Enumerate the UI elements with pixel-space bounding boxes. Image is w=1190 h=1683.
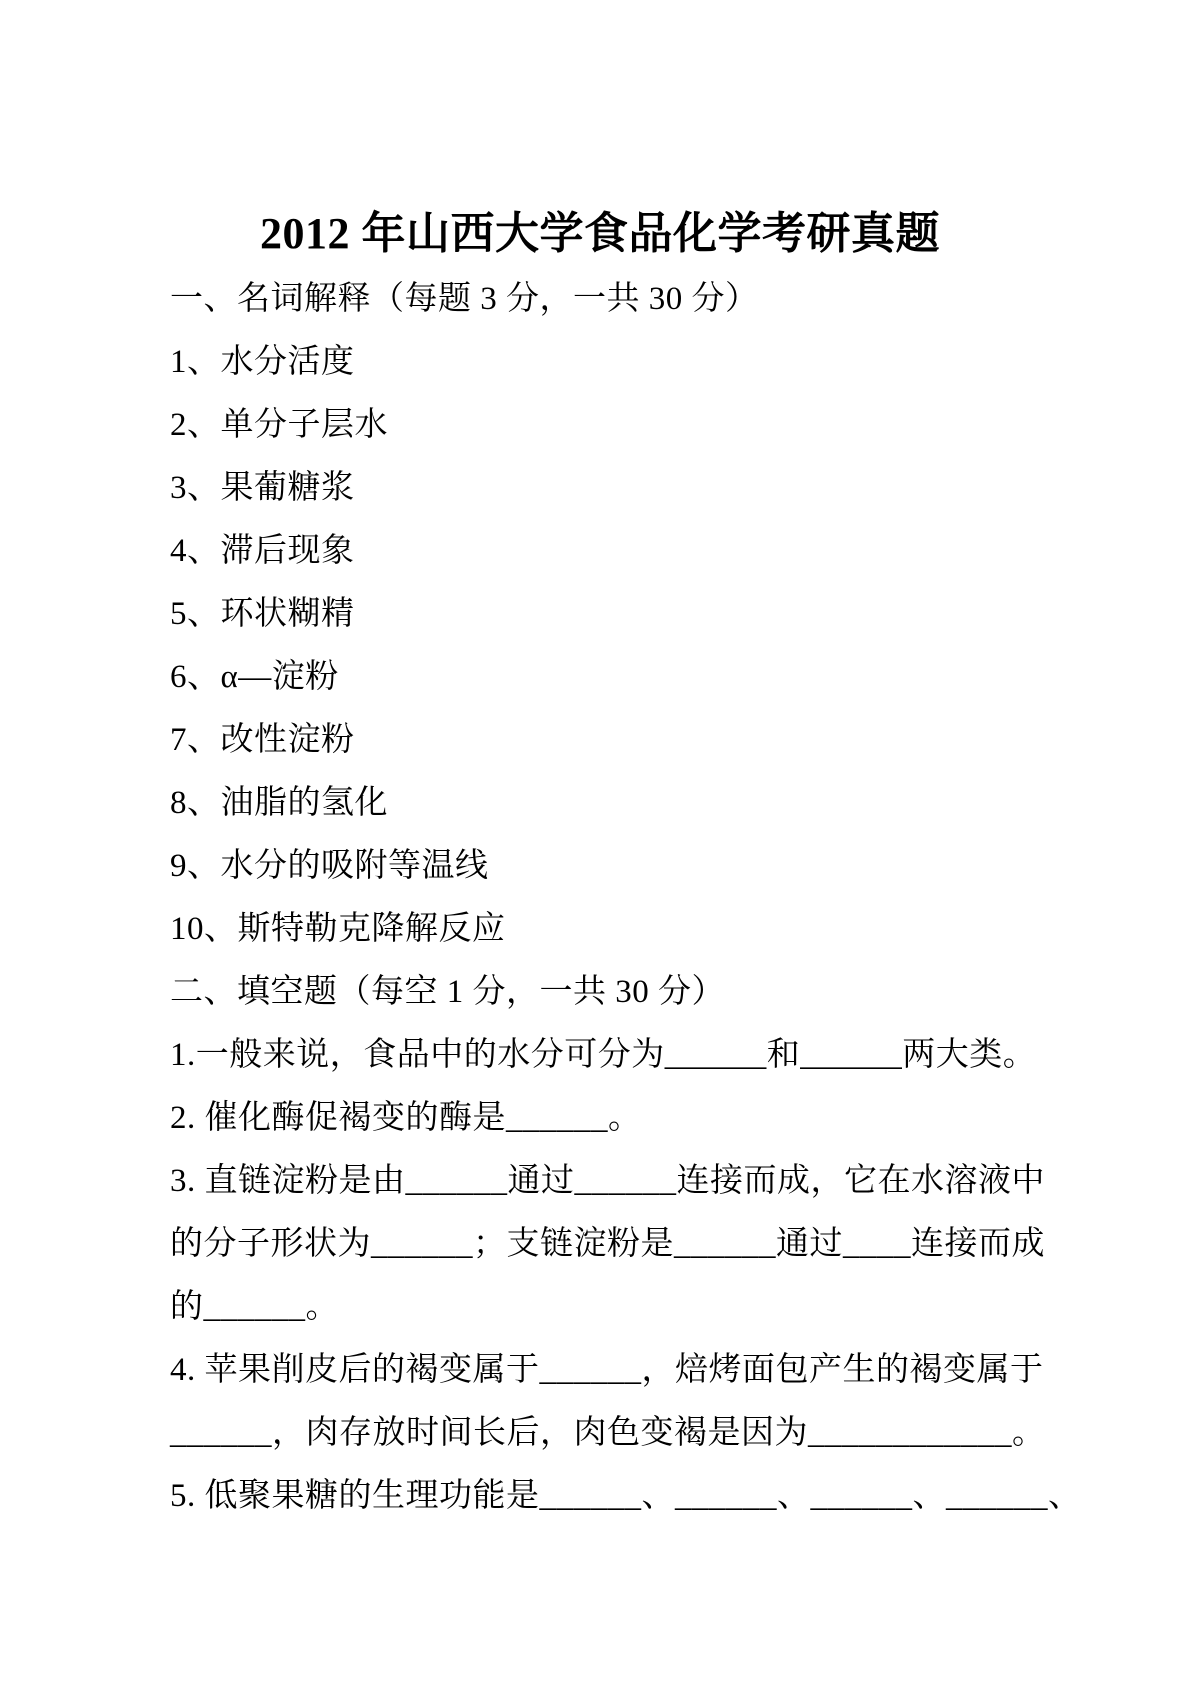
document-title: 2012 年山西大学食品化学考研真题 bbox=[260, 209, 940, 258]
term-item-7: 7、改性淀粉 bbox=[170, 722, 355, 758]
term-item-9: 9、水分的吸附等温线 bbox=[170, 848, 489, 884]
term-item-10: 10、斯特勒克降解反应 bbox=[170, 911, 506, 947]
term-item-6: 6、α—淀粉 bbox=[170, 659, 339, 695]
term-item-8: 8、油脂的氢化 bbox=[170, 785, 388, 821]
section-2-heading: 二、填空题（每空 1 分，一共 30 分） bbox=[170, 974, 725, 1010]
term-item-2: 2、单分子层水 bbox=[170, 407, 388, 443]
fill-blank-q3-line-1: 3. 直链淀粉是由______通过______连接而成，它在水溶液中 bbox=[170, 1163, 1045, 1199]
term-item-1: 1、水分活度 bbox=[170, 344, 355, 380]
section-1-heading: 一、名词解释（每题 3 分，一共 30 分） bbox=[170, 281, 759, 317]
fill-blank-q4-line-2: ______，肉存放时间长后，肉色变褐是因为____________。 bbox=[170, 1415, 1046, 1451]
term-item-5: 5、环状糊精 bbox=[170, 596, 355, 632]
term-item-3: 3、果葡糖浆 bbox=[170, 470, 355, 506]
fill-blank-q4-line-1: 4. 苹果削皮后的褐变属于______，焙烤面包产生的褐变属于 bbox=[170, 1352, 1044, 1388]
term-item-4: 4、滞后现象 bbox=[170, 533, 355, 569]
fill-blank-q3-line-3: 的______。 bbox=[170, 1289, 339, 1325]
fill-blank-q2-line-1: 2. 催化酶促褐变的酶是______。 bbox=[170, 1100, 642, 1136]
document-body bbox=[170, 268, 1082, 1528]
fill-blank-q3-line-2: 的分子形状为______；支链淀粉是______通过____连接而成 bbox=[170, 1226, 1045, 1262]
fill-blank-q1-line-1: 1.一般来说，食品中的水分可分为______和______两大类。 bbox=[170, 1037, 1037, 1073]
fill-blank-q5-line-1: 5. 低聚果糖的生理功能是______、______、______、______、 bbox=[170, 1478, 1082, 1514]
